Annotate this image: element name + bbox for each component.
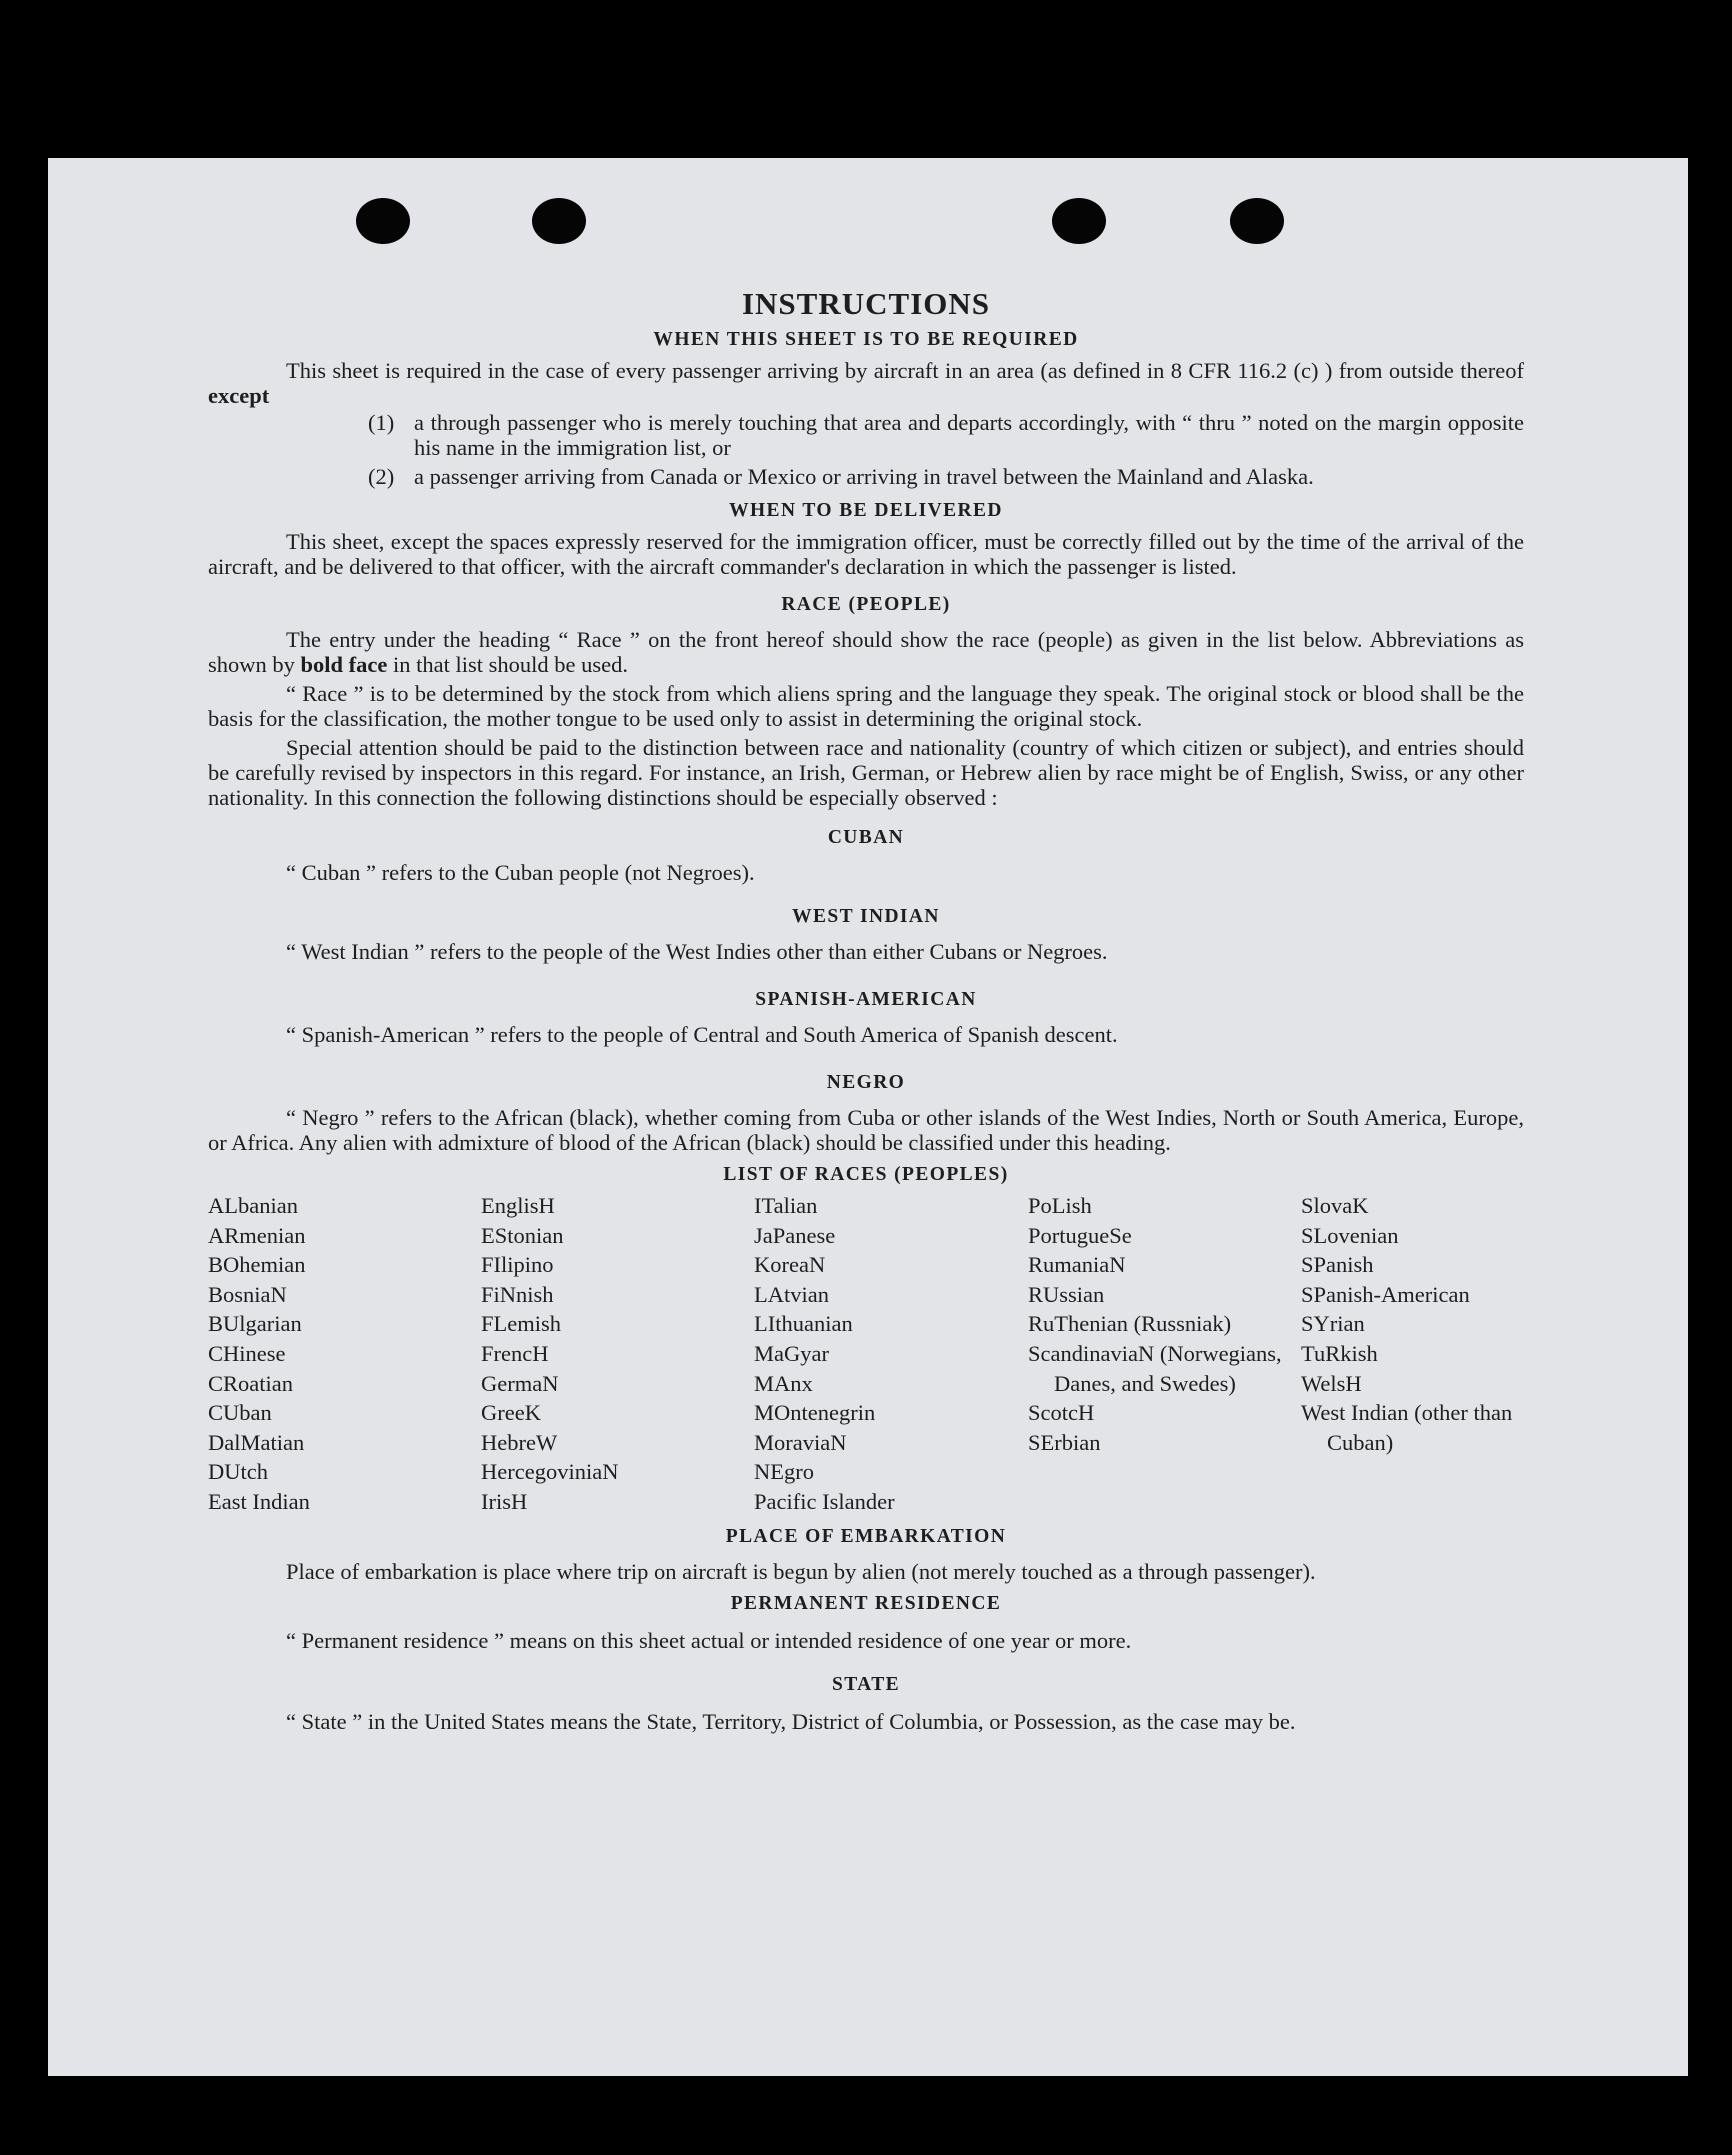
race-item: IrisH — [481, 1488, 528, 1514]
race-item: EStonian — [481, 1222, 564, 1248]
race-item: TuRkish — [1301, 1340, 1378, 1366]
race-item: CRoatian — [208, 1370, 293, 1396]
race-item: LIthuanian — [754, 1311, 853, 1337]
race-item: CUban — [208, 1400, 272, 1426]
race-item: MOntenegrin — [754, 1400, 876, 1426]
race-item: FIlipino — [481, 1252, 554, 1278]
exception-number: (2) — [368, 464, 395, 489]
race-item: BOhemian — [208, 1252, 306, 1278]
race-item: BosniaN — [208, 1281, 287, 1307]
race-item: Pacific Islander — [754, 1488, 895, 1514]
section-heading-negro: NEGRO — [826, 1072, 906, 1093]
race-item: FLemish — [481, 1311, 562, 1337]
race-item: PortugueSe — [1028, 1222, 1132, 1248]
race-item: BUlgarian — [208, 1311, 302, 1337]
punch-hole — [1230, 198, 1284, 244]
race-item: RUssian — [1028, 1281, 1105, 1307]
instructions-content — [208, 286, 1524, 1734]
section-heading-race: RACE (PEOPLE) — [781, 594, 951, 615]
requirement-text: This sheet is required in the case of every passenger arriving by aircraft in an area (as defined in 8 CFR 116.2 (c) ) from outside thereof — [286, 358, 1524, 383]
section-heading-cuban: CUBAN — [827, 827, 905, 848]
paragraph-delivery: This sheet, except the spaces expressly reserved for the immigration officer, must be correctly filled out by the time of the arrival of the aircraft, and be delivered to that officer, with the aircraft commander's declaration in which the passenger is listed. — [208, 529, 1524, 579]
paragraph-state: “ State ” in the United States means the State, Territory, District of Columbia, or Possession, as the case may be. — [286, 1708, 1296, 1734]
race-item: FrencH — [481, 1340, 549, 1366]
race-item: West Indian (other than Cuban) — [1301, 1400, 1513, 1455]
paragraph-cuban: “ Cuban ” refers to the Cuban people (not Negroes). — [286, 860, 755, 885]
race-item: LAtvian — [754, 1281, 829, 1307]
races-column — [754, 1191, 1028, 1517]
race-item: SPanish-American — [1301, 1281, 1470, 1307]
race-item: MaGyar — [754, 1340, 829, 1366]
race-item: NEgro — [754, 1459, 814, 1485]
race-item: ITalian — [754, 1193, 818, 1218]
race-entry-text: The entry under the heading “ Race ” on the front hereof should show the race (people) as given in the list below. Abbreviations as shown by — [208, 627, 1524, 677]
race-item: KoreaN — [754, 1252, 826, 1278]
section-heading-embarkation: PLACE OF EMBARKATION — [725, 1525, 1007, 1547]
exception-text: a passenger arriving from Canada or Mexico or arriving in travel between the Mainland and Alaska. — [414, 464, 1314, 489]
requirement-except: except — [208, 383, 270, 408]
race-item: DUtch — [208, 1459, 268, 1485]
race-item: SLovenian — [1301, 1222, 1399, 1248]
races-list — [208, 1191, 1524, 1517]
race-item: RuThenian (Russniak) — [1028, 1311, 1232, 1337]
paragraph-residence: “ Permanent residence ” means on this sheet actual or intended residence of one year or more. — [286, 1627, 1132, 1653]
exception-text: a through passenger who is merely touching that area and departs accordingly, with “ thru ” noted on the margin opposite his name in the immigration list, or — [414, 410, 1524, 460]
section-heading-when-required: WHEN THIS SHEET IS TO BE REQUIRED — [653, 329, 1079, 350]
race-item: ScandinaviaN (Norwegians, Danes, and Swedes) — [1028, 1340, 1282, 1396]
race-item: ScotcH — [1028, 1400, 1095, 1426]
exception-item-1 — [368, 410, 1524, 460]
document-sheet — [48, 158, 1688, 2076]
race-item: GermaN — [481, 1370, 559, 1396]
section-heading-west-indian: WEST INDIAN — [792, 906, 940, 927]
race-item: ARmenian — [208, 1222, 306, 1248]
races-column — [208, 1191, 481, 1517]
punch-hole — [1052, 198, 1106, 244]
exception-item-2 — [368, 464, 1524, 489]
section-heading-when-delivered: WHEN TO BE DELIVERED — [729, 500, 1003, 521]
race-item: SErbian — [1028, 1429, 1101, 1455]
race-item: East Indian — [208, 1488, 310, 1514]
race-item: SPanish — [1301, 1252, 1374, 1278]
race-item: GreeK — [481, 1400, 541, 1426]
race-entry-text-end: in that list should be used. — [393, 652, 629, 677]
race-item: WelsH — [1301, 1370, 1362, 1396]
paragraph-race-nationality: Special attention should be paid to the distinction between race and nationality (country of which citizen or subject), and entries should be carefully revised by inspectors in this regard. For instance, an Irish, German, or Hebrew alien by race might be of English, Swiss, or any other nationality. In this connection the following distinctions should be especially observed : — [208, 735, 1524, 810]
race-item: MAnx — [754, 1370, 813, 1396]
race-item: HebreW — [481, 1429, 558, 1455]
race-item: FiNnish — [481, 1281, 554, 1307]
page-title: INSTRUCTIONS — [741, 286, 990, 321]
paragraph-negro: “ Negro ” refers to the African (black), whether coming from Cuba or other islands of the West Indies, North or South America, Europe, or Africa. Any alien with admixture of blood of the African (black) should be classified under this heading. — [208, 1105, 1524, 1155]
punch-hole — [532, 198, 586, 244]
paragraph-race-entry — [208, 627, 1524, 677]
section-heading-residence: PERMANENT RESIDENCE — [730, 1592, 1002, 1614]
race-item: CHinese — [208, 1340, 286, 1366]
section-heading-list-of-races: LIST OF RACES (PEOPLES) — [723, 1164, 1009, 1185]
race-item: MoraviaN — [754, 1429, 847, 1455]
race-item: HercegoviniaN — [481, 1459, 619, 1485]
exception-number: (1) — [368, 410, 395, 435]
race-entry-bold: bold face — [300, 652, 388, 677]
punch-hole — [356, 198, 410, 244]
race-item: JaPanese — [754, 1222, 836, 1248]
race-item: PoLish — [1028, 1193, 1092, 1218]
paragraph-race-definition: “ Race ” is to be determined by the stock from which aliens spring and the language they speak. The original stock or blood shall be the basis for the classification, the mother tongue to be used only to assist in determining the original stock. — [208, 681, 1524, 731]
race-item: DalMatian — [208, 1429, 305, 1455]
race-item: ALbanian — [208, 1193, 298, 1218]
section-heading-spanish-american: SPANISH-AMERICAN — [755, 989, 977, 1010]
paragraph-spanish-american: “ Spanish-American ” refers to the people of Central and South America of Spanish descent. — [286, 1022, 1118, 1047]
paragraph-requirement — [208, 358, 1524, 408]
race-item: RumaniaN — [1028, 1252, 1126, 1278]
section-heading-state: STATE — [831, 1673, 901, 1695]
races-column — [1028, 1191, 1301, 1517]
race-item: SlovaK — [1301, 1193, 1369, 1218]
races-column — [481, 1191, 754, 1517]
races-column — [1301, 1191, 1561, 1517]
race-item: SYrian — [1301, 1311, 1365, 1337]
race-item: EnglisH — [481, 1193, 555, 1218]
paragraph-west-indian: “ West Indian ” refers to the people of the West Indies other than either Cubans or Negroes. — [286, 939, 1108, 964]
paragraph-embarkation: Place of embarkation is place where trip on aircraft is begun by alien (not merely touched as a through passenger). — [286, 1558, 1316, 1584]
